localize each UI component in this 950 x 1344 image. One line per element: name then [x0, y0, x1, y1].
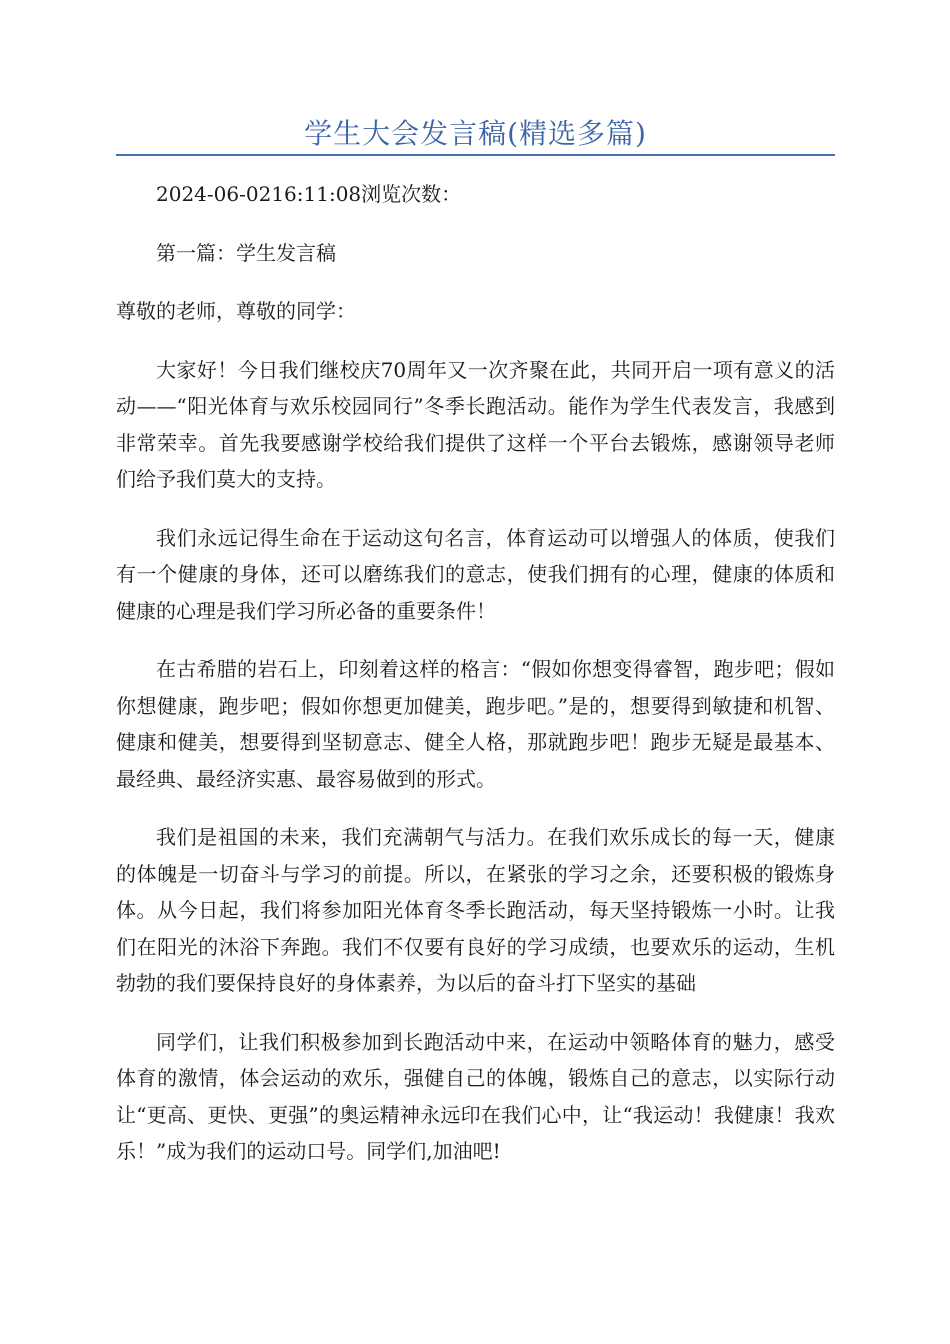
paragraph-3: 在古希腊的岩石上，印刻着这样的格言：“假如你想变得睿智，跑步吧；假如你想健康，跑步吧；假如你想更加健美，跑步吧。”是的，想要得到敏捷和机智、健康和健美，想要得到坚韧意志、健全人格，那就跑步吧！跑步无疑是最基本、最经典、最经济实惠、最容易做到的形式。: [116, 657, 835, 791]
salutation: 尊敬的老师，尊敬的同学：: [116, 299, 356, 323]
paragraph-4: 我们是祖国的未来，我们充满朝气与活力。在我们欢乐成长的每一天，健康的体魄是一切奋斗与学习的前提。所以，在紧张的学习之余，还要积极的锻炼身体。从今日起，我们将参加阳光体育冬季长跑活动，每天坚持锻炼一小时。让我们在阳光的沐浴下奔跑。我们不仅要有良好的学习成绩，也要欢乐的运动，生机勃勃的我们要保持良好的身体素养，为以后的奋斗打下坚实的基础: [116, 825, 835, 995]
title-divider: [116, 154, 835, 156]
section-heading: 第一篇：学生发言稿: [156, 240, 336, 265]
document-body: [116, 176, 835, 1192]
meta-line: 2024-06-0216:11:08浏览次数：: [156, 182, 462, 206]
paragraph-2: 我们永远记得生命在于运动这句名言，体育运动可以增强人的体质，使我们有一个健康的身体，还可以磨练我们的意志，使我们拥有的心理，健康的体质和健康的心理是我们学习所必备的重要条件！: [116, 525, 835, 623]
document-title: 学生大会发言稿(精选多篇): [304, 117, 647, 150]
paragraph-5: 同学们，让我们积极参加到长跑活动中来，在运动中领略体育的魅力，感受体育的激情，体会运动的欢乐，强健自己的体魄，锻炼自己的意志，以实际行动让“更高、更快、更强”的奥运精神永远印在我们心中，让“我运动！我健康！我欢乐！”成为我们的运动口号。同学们,加油吧!: [116, 1029, 835, 1163]
paragraph-1: 大家好！今日我们继校庆70周年又一次齐聚在此，共同开启一项有意义的活动——“阳光体育与欢乐校园同行”冬季长跑活动。能作为学生代表发言，我感到非常荣幸。首先我要感谢学校给我们提供了这样一个平台去锻炼，感谢领导老师们给予我们莫大的支持。: [116, 357, 835, 491]
